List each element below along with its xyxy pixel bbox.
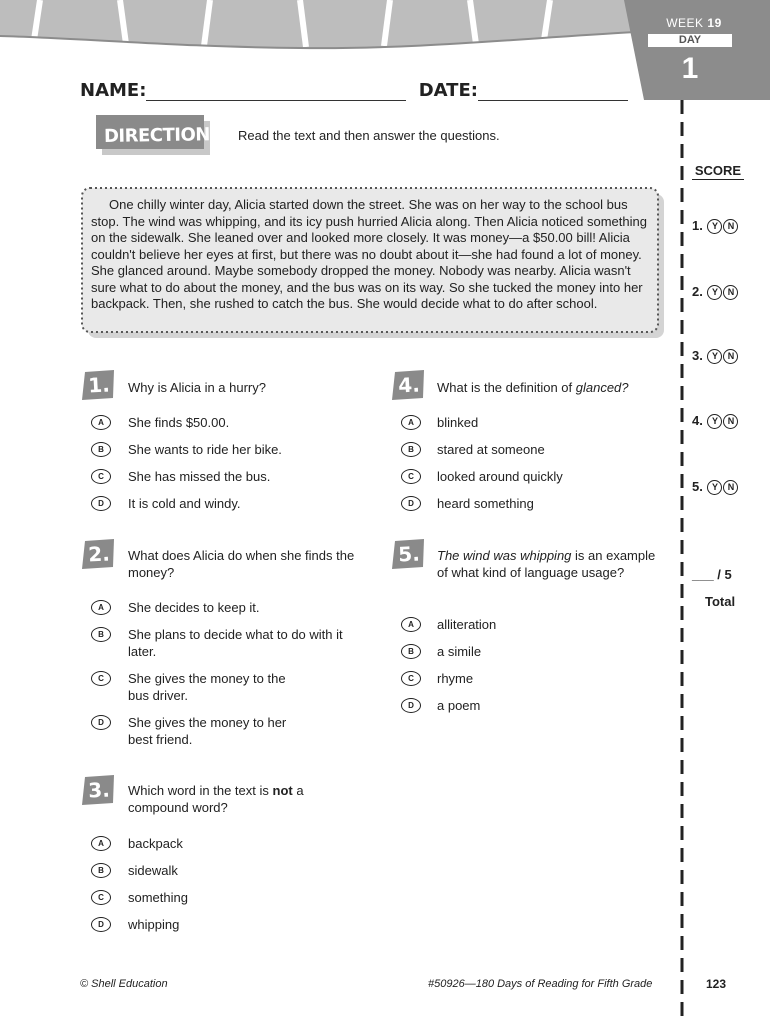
option-text: She gives the money to the bus driver. (128, 671, 286, 703)
option-text: blinked (437, 415, 479, 430)
score-total-label: Total (705, 594, 736, 609)
emphasis-phrase: The wind was whipping (437, 548, 572, 563)
score-item-3: 3. Y N (692, 348, 738, 364)
question-prompt: Which word in the text is not a compound word? (128, 783, 304, 815)
question-prompt: What does Alicia do when she finds the money? (128, 548, 355, 580)
option-text: stared at someone (437, 442, 545, 457)
day-label: DAY (648, 34, 732, 47)
yes-circle[interactable]: Y (707, 349, 722, 364)
option-text: She decides to keep it. (128, 600, 260, 615)
option-text: She has missed the bus. (128, 469, 271, 484)
option-text: a simile (437, 644, 482, 659)
option-text: She wants to ride her bike. (128, 442, 282, 457)
option-bubble-c[interactable]: C (91, 671, 111, 686)
option-text: sidewalk (128, 863, 178, 878)
option-bubble-b[interactable]: B (91, 627, 111, 642)
option-bubble-d[interactable]: D (91, 715, 111, 730)
option-bubble-b[interactable]: B (91, 442, 111, 457)
option-text: She finds $50.00. (128, 415, 230, 430)
question-prompt: Why is Alicia in a hurry? (128, 380, 266, 395)
date-field[interactable] (478, 84, 628, 101)
directions-text: Read the text and then answer the questions. (238, 128, 500, 143)
score-item-4: 4. Y N (692, 413, 738, 429)
option-bubble-d[interactable]: D (91, 917, 111, 932)
week-label: WEEK 19 (666, 16, 722, 30)
option-text: whipping (128, 917, 180, 932)
no-circle[interactable]: N (723, 349, 738, 364)
footer-book-title: #50926—180 Days of Reading for Fifth Grade (428, 978, 653, 990)
footer-publisher: © Shell Education (80, 978, 168, 990)
option-bubble-c[interactable]: C (401, 671, 421, 686)
yes-circle[interactable]: Y (707, 414, 722, 429)
option-bubble-c[interactable]: C (91, 890, 111, 905)
option-bubble-b[interactable]: B (401, 442, 421, 457)
score-item-2: 2. Y N (692, 284, 738, 300)
option-text: backpack (128, 836, 183, 851)
option-text: rhyme (437, 671, 474, 686)
no-circle[interactable]: N (723, 414, 738, 429)
question-number: 2. (87, 541, 111, 567)
score-divider (679, 100, 685, 1020)
passage-text: One chilly winter day, Alicia started down the street. She was on her way to the school bus stop. The wind was whipping, and its icy push hurried Alicia along. Then Alicia noticed something on the sidewalk. She leaned over and looked more closely. It was money—a $50.00 bill! Alicia couldn't believe her eyes at first, but there was no doubt about it—she had found a lot of money. She glanced around. Maybe somebody dropped the money. Nobody was nearby. Alicia wasn't sure what to do about the money, and the bus was on its way. So she tucked the money into her backpack. Then, she rushed to catch the bus. She would decide what to do after school. (91, 197, 647, 311)
question-number: 5. (397, 541, 421, 567)
yes-circle[interactable]: Y (707, 219, 722, 234)
week-number: 19 (707, 16, 722, 30)
no-circle[interactable]: N (723, 285, 738, 300)
score-title: SCORE (692, 163, 744, 180)
option-text: alliteration (437, 617, 497, 632)
option-bubble-a[interactable]: A (401, 415, 421, 430)
option-text: heard something (437, 496, 534, 511)
question-prompt: What is the definition of glanced? (437, 380, 629, 395)
yes-circle[interactable]: Y (707, 480, 722, 495)
option-text: something (128, 890, 188, 905)
question-number: 1. (87, 372, 111, 398)
date-label: DATE: (418, 80, 478, 101)
option-bubble-b[interactable]: B (91, 863, 111, 878)
option-bubble-c[interactable]: C (91, 469, 111, 484)
option-bubble-d[interactable]: D (401, 698, 421, 713)
score-item-5: 5. Y N (692, 479, 738, 495)
option-bubble-d[interactable]: D (91, 496, 111, 511)
option-text: looked around quickly (437, 469, 563, 484)
page-number: 123 (706, 977, 727, 991)
option-text: She gives the money to her best friend. (128, 715, 287, 747)
option-bubble-d[interactable]: D (401, 496, 421, 511)
question-number: 3. (87, 777, 111, 803)
question-number: 4. (397, 372, 421, 398)
option-bubble-a[interactable]: A (91, 600, 111, 615)
score-item-1: 1. Y N (692, 218, 738, 234)
no-circle[interactable]: N (723, 219, 738, 234)
name-field[interactable] (146, 84, 406, 101)
option-text: It is cold and windy. (128, 496, 241, 511)
directions-label: DIRECTIONS (103, 123, 223, 148)
name-label: NAME: (80, 80, 147, 101)
option-bubble-b[interactable]: B (401, 644, 421, 659)
option-bubble-a[interactable]: A (401, 617, 421, 632)
no-circle[interactable]: N (723, 480, 738, 495)
question-prompt: The wind was whipping is an example of what kind of language usage? (437, 548, 656, 580)
day-number: 1 (681, 52, 699, 85)
emphasis-not: not (272, 783, 293, 798)
option-bubble-c[interactable]: C (401, 469, 421, 484)
name-date-line (80, 80, 628, 101)
yes-circle[interactable]: Y (707, 285, 722, 300)
option-text: She plans to decide what to do with it later. (128, 627, 343, 659)
option-bubble-a[interactable]: A (91, 415, 111, 430)
score-total: ___ / 5 (692, 567, 732, 582)
option-text: a poem (437, 698, 481, 713)
option-bubble-a[interactable]: A (91, 836, 111, 851)
emphasis-glanced: glanced? (575, 380, 629, 395)
